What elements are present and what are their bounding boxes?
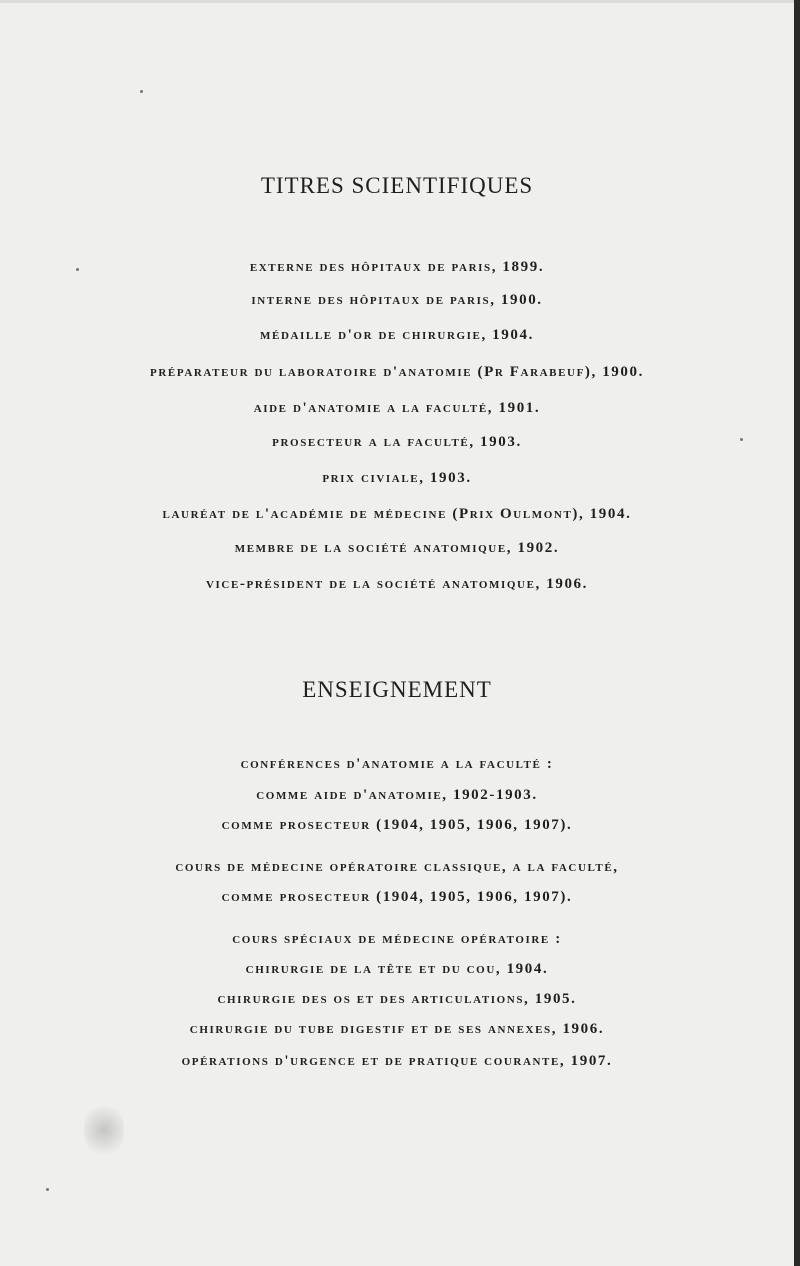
scan-speck (140, 90, 143, 93)
page-top-edge (0, 0, 800, 3)
enseignement-line: chirurgie de la tête et du cou, 1904. (245, 961, 549, 977)
scan-smudge (84, 1100, 124, 1160)
section-title-enseignement: ENSEIGNEMENT (302, 677, 492, 702)
page-right-edge (794, 0, 800, 1266)
titre-line: prosecteur a la faculté, 1903. (272, 434, 522, 450)
enseignement-line: opérations d'urgence et de pratique courante, 1907. (181, 1053, 613, 1069)
titre-line: préparateur du laboratoire d'anatomie (Pr Farabeuf), 1900. (150, 364, 644, 380)
titre-line: vice-président de la société anatomique, 1906. (206, 576, 588, 592)
titre-line: interne des hôpitaux de paris, 1900. (251, 292, 543, 308)
section-title-titres: TITRES SCIENTIFIQUES (260, 173, 534, 198)
titre-line: médaille d'or de chirurgie, 1904. (260, 327, 534, 343)
enseignement-line: comme prosecteur (1904, 1905, 1906, 1907). (221, 817, 573, 833)
enseignement-line: cours de médecine opératoire classique, a la faculté, (175, 859, 619, 875)
titre-line: lauréat de l'académie de médecine (Prix Oulmont), 1904. (162, 506, 632, 522)
enseignement-line: chirurgie des os et des articulations, 1905. (217, 991, 577, 1007)
scan-speck (46, 1188, 49, 1191)
titre-line: membre de la société anatomique, 1902. (234, 540, 560, 556)
enseignement-line: comme prosecteur (1904, 1905, 1906, 1907). (221, 889, 573, 905)
titre-line: externe des hôpitaux de paris, 1899. (249, 259, 545, 275)
titre-line: aide d'anatomie a la faculté, 1901. (253, 400, 541, 416)
enseignement-line: cours spéciaux de médecine opératoire : (232, 931, 562, 947)
titre-line: prix civiale, 1903. (322, 470, 472, 486)
enseignement-line: comme aide d'anatomie, 1902-1903. (256, 787, 538, 803)
enseignement-line: chirurgie du tube digestif et de ses annexes, 1906. (189, 1021, 605, 1037)
enseignement-line: conférences d'anatomie a la faculté : (240, 756, 554, 772)
